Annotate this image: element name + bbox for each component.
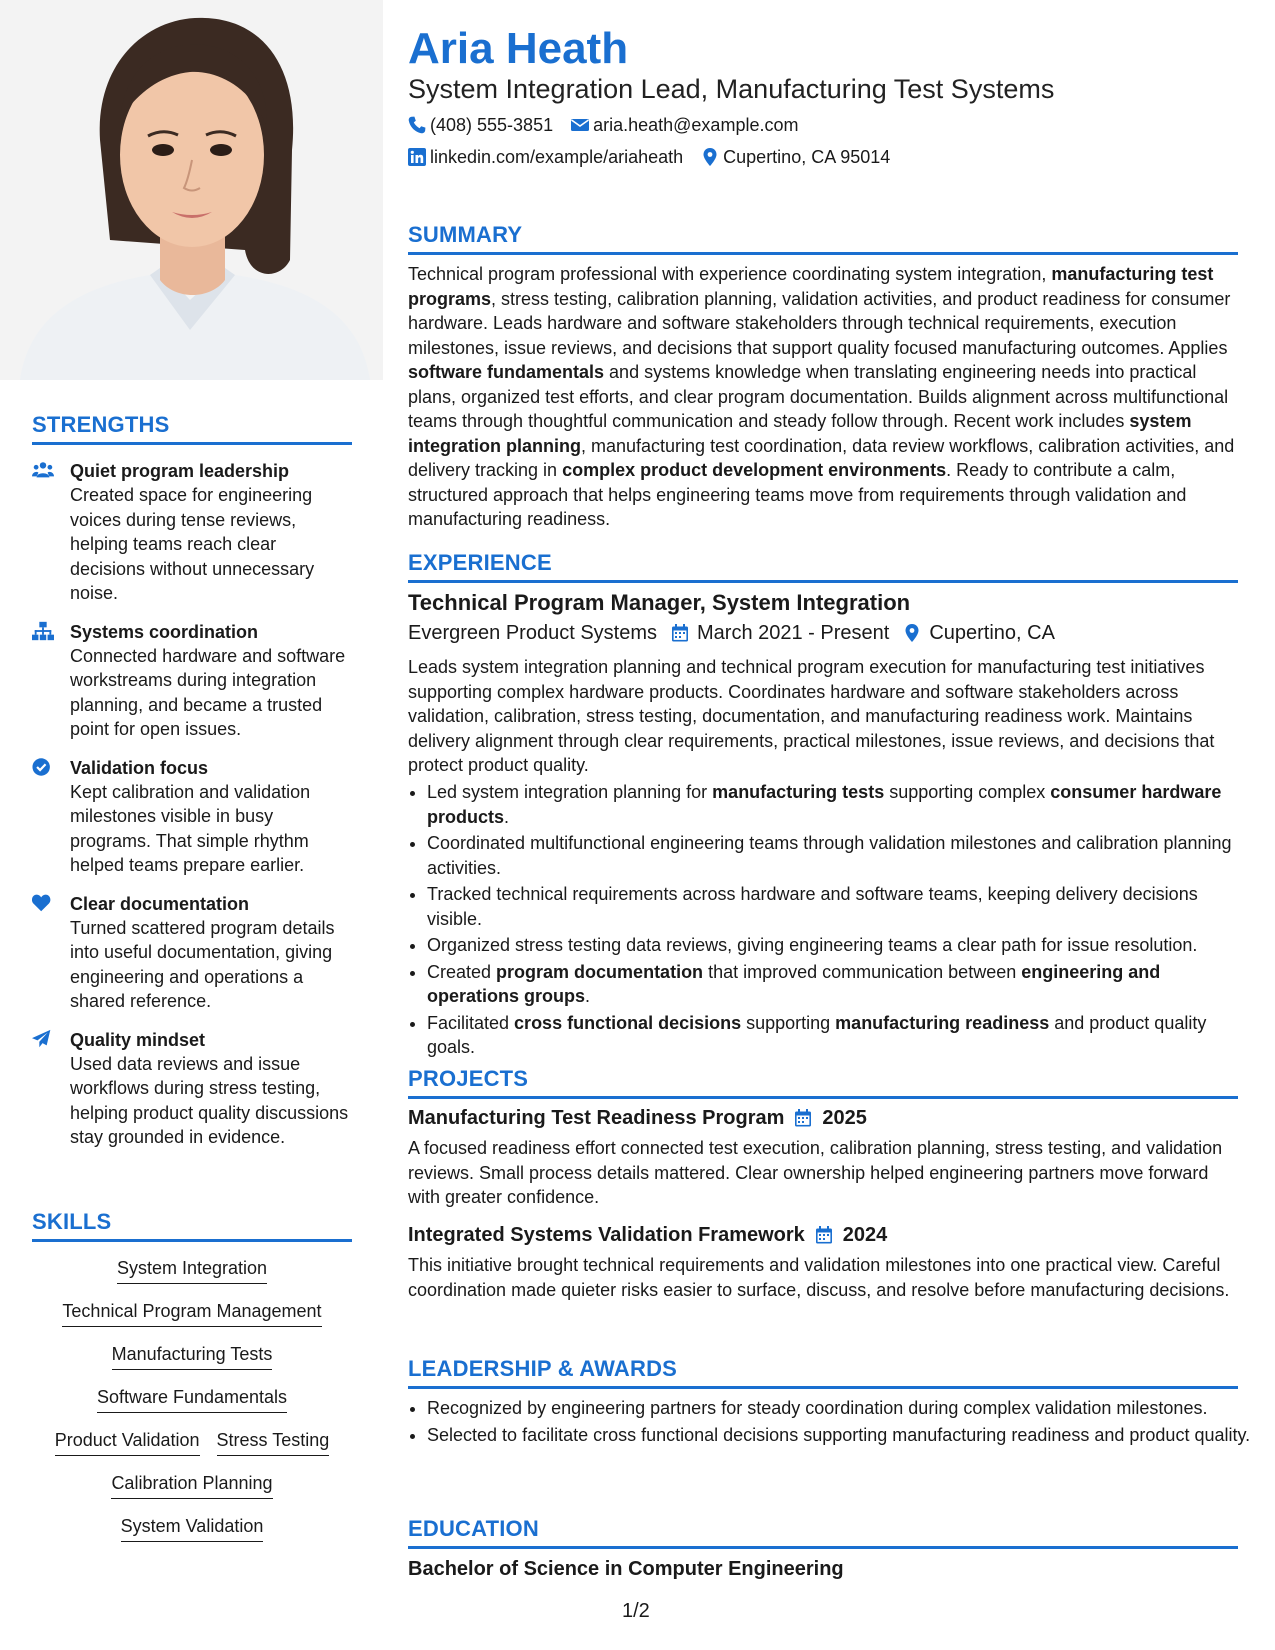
strength-title: Validation focus (70, 757, 209, 778)
list-item: • Recognized by engineering partners for steady coordination during complex validation milestones. (427, 1396, 1257, 1421)
strength-item (32, 756, 352, 878)
list-item (427, 831, 1257, 880)
paper-plane-icon (32, 1029, 56, 1049)
strength-desc: Turned scattered program details into useful documentation, giving engineering and operations a shared reference. (70, 917, 335, 1011)
text-run: . (585, 986, 591, 1006)
skills-list (32, 1256, 352, 1557)
text-run: Facilitated (427, 1012, 515, 1033)
text-run: and product quality goals. (427, 1012, 1207, 1057)
text-run: supporting complex (884, 782, 1051, 802)
company-name: Evergreen Product Systems (408, 622, 657, 644)
skill-tag: Product Validation (55, 1428, 200, 1456)
envelope-icon (571, 116, 589, 134)
list-item (427, 1011, 1257, 1060)
text-run: Coordinated multifunctional engineering teams through validation milestones and calibration planning activities. (427, 833, 1232, 878)
text-run: that improved communication between (703, 961, 1022, 982)
page-indicator: 1/2 (622, 1600, 650, 1622)
strength-title: Clear documentation (70, 893, 250, 914)
linkedin-icon (408, 148, 426, 166)
emphasis-text: manufacturing readiness (835, 1012, 1050, 1033)
job-title: Technical Program Manager, System Integration (408, 590, 911, 615)
experience-heading: EXPERIENCE (408, 550, 1238, 583)
phone-text: (408) 555-3851 (430, 115, 554, 135)
project-description: This initiative brought technical requirements and validation milestones into one practical view. Careful coordination made quieter risks easier to surface, discuss, and resolve before manufacturing decisions. (408, 1255, 1230, 1300)
list-item (427, 780, 1257, 829)
location-text: Cupertino, CA 95014 (723, 147, 891, 167)
location-contact (701, 145, 890, 169)
text-run: supporting (741, 1012, 836, 1033)
project-name: Integrated Systems Validation Framework (408, 1224, 805, 1246)
strengths-heading: STRENGTHS (32, 412, 352, 445)
strength-desc: Used data reviews and issue workflows during stress testing, helping product quality discussions stay grounded in evidence. (70, 1053, 349, 1147)
skill-tag: Manufacturing Tests (112, 1342, 273, 1370)
map-pin-icon (903, 624, 921, 642)
linkedin-contact[interactable] (408, 145, 683, 169)
contact-row-1 (408, 113, 798, 137)
list-item (427, 960, 1257, 1009)
project-year: 2024 (842, 1224, 888, 1246)
linkedin-text: linkedin.com/example/ariaheath (430, 147, 684, 167)
job-description: Leads system integration planning and technical program execution for manufacturing test initiatives supporting complex hardware products. Coordinates hardware and software stakeholders across validation, calibration, stress testing, documentation, and manufacturing readiness work. Maintains delivery alignment through clear requirements, practical milestones, issue reviews, and decisions that protect product quality. (408, 657, 1215, 775)
sidebar (0, 0, 383, 1650)
text-run: Tracked technical requirements across hardware and software teams, keeping delivery decisions visible. (427, 884, 1198, 929)
emphasis-text: program documentation (496, 961, 704, 982)
job-meta (408, 620, 1055, 646)
skill-tag: System Validation (121, 1514, 264, 1542)
skill-tag: System Integration (117, 1256, 267, 1284)
strength-desc: Created space for engineering voices during tense reviews, helping teams reach clear decisions without unnecessary noise. (70, 485, 315, 603)
check-circle-icon (32, 757, 56, 777)
users-icon (32, 460, 56, 480)
project-title (408, 1222, 887, 1248)
text-run: and systems knowledge when translating engineering needs into practical plans, organized test efforts, and clear program documentation. Builds alignment across multifunctional teams through thoughtful communication and steady follow through. Recent work includes (408, 362, 1229, 431)
leadership-bullets (408, 1396, 1257, 1449)
skill-tag: Software Fundamentals (97, 1385, 287, 1413)
strength-title: Systems coordination (70, 621, 259, 642)
email-text: aria.heath@example.com (593, 115, 799, 135)
text-run: . Ready to contribute a calm, structured approach that helps engineering teams move from requirements through validation and manufacturing readiness. (408, 460, 1187, 529)
calendar-icon (815, 1226, 833, 1244)
strength-item (32, 459, 352, 606)
strength-item (32, 1028, 352, 1150)
skills-section (32, 1209, 352, 1557)
emphasis-text: system integration planning (408, 411, 1192, 456)
list-item (427, 933, 1257, 958)
sitemap-icon (32, 621, 56, 641)
email-contact[interactable] (571, 113, 798, 137)
text-run: Created (427, 961, 497, 982)
profile-photo-illustration (0, 0, 383, 380)
strength-desc: Connected hardware and software workstreams during integration planning, and became a trusted point for open issues. (70, 645, 346, 739)
project-title (408, 1105, 867, 1131)
job-dates: March 2021 - Present (697, 622, 890, 644)
text-run: , stress testing, calibration planning, validation activities, and product readiness for consumer hardware. Leads hardware and software stakeholders through technical requirements, execution milestones, issue reviews, and decisions that support quality focused manufacturing outcomes. Applies (408, 288, 1231, 358)
phone-icon (408, 116, 426, 134)
project-year: 2025 (822, 1107, 867, 1129)
text-run: Led system integration planning for (427, 782, 713, 802)
education-heading: EDUCATION (408, 1516, 1238, 1549)
project-name: Manufacturing Test Readiness Program (408, 1107, 785, 1129)
text-run: , manufacturing test coordination, data review workflows, calibration activities, and delivery tracking in (408, 435, 1235, 480)
strength-title: Quiet program leadership (70, 461, 290, 481)
projects-heading: PROJECTS (408, 1066, 1238, 1099)
emphasis-text: cross functional decisions (514, 1012, 742, 1033)
job-location: Cupertino, CA (929, 622, 1055, 644)
phone-contact[interactable] (408, 113, 553, 137)
text-run: Organized stress testing data reviews, giving engineering teams a clear path for issue resolution. (427, 935, 1198, 955)
strength-item (32, 892, 352, 1014)
calendar-icon (794, 1109, 812, 1127)
experience-bullets (408, 780, 1257, 1062)
skill-tag: Stress Testing (217, 1428, 330, 1456)
candidate-name: Aria Heath (408, 24, 629, 73)
heart-icon (32, 893, 56, 913)
text-run: . (504, 806, 510, 827)
strength-item (32, 620, 352, 742)
strengths-section (32, 412, 352, 1150)
emphasis-text: engineering and operations groups (427, 961, 1161, 1006)
summary-heading: SUMMARY (408, 222, 1238, 255)
map-pin-icon (701, 148, 719, 166)
strength-title: Quality mindset (70, 1029, 206, 1050)
profile-photo (0, 0, 383, 380)
contact-row-2 (408, 145, 890, 169)
list-item: • Selected to facilitate cross functional decisions supporting manufacturing readiness and product quality. (427, 1423, 1257, 1448)
emphasis-text: manufacturing test programs (408, 264, 1214, 309)
leadership-heading: LEADERSHIP & AWARDS (408, 1356, 1238, 1389)
text-run: Technical program professional with experience coordinating system integration, (408, 264, 1052, 284)
education-degree: Bachelor of Science in Computer Engineering (408, 1558, 844, 1580)
skill-tag: Calibration Planning (111, 1471, 272, 1499)
skill-tag: Technical Program Management (62, 1299, 321, 1327)
project-description: A focused readiness effort connected test execution, calibration planning, stress testing, and validation reviews. Small process details mattered. Clear ownership helped engineering partners move forward with greater confidence. (408, 1138, 1223, 1207)
emphasis-text: manufacturing tests (712, 782, 885, 802)
emphasis-text: software fundamentals (408, 362, 605, 382)
summary-text (408, 262, 1238, 532)
emphasis-text: complex product development environments (562, 460, 947, 480)
skills-heading: SKILLS (32, 1209, 352, 1242)
list-item (427, 882, 1257, 931)
emphasis-text: consumer hardware products (427, 782, 1222, 827)
calendar-icon (671, 624, 689, 642)
strength-desc: Kept calibration and validation milestones visible in busy programs. That simple rhythm helped teams prepare earlier. (70, 781, 311, 875)
candidate-role: System Integration Lead, Manufacturing Test Systems (408, 74, 1055, 104)
